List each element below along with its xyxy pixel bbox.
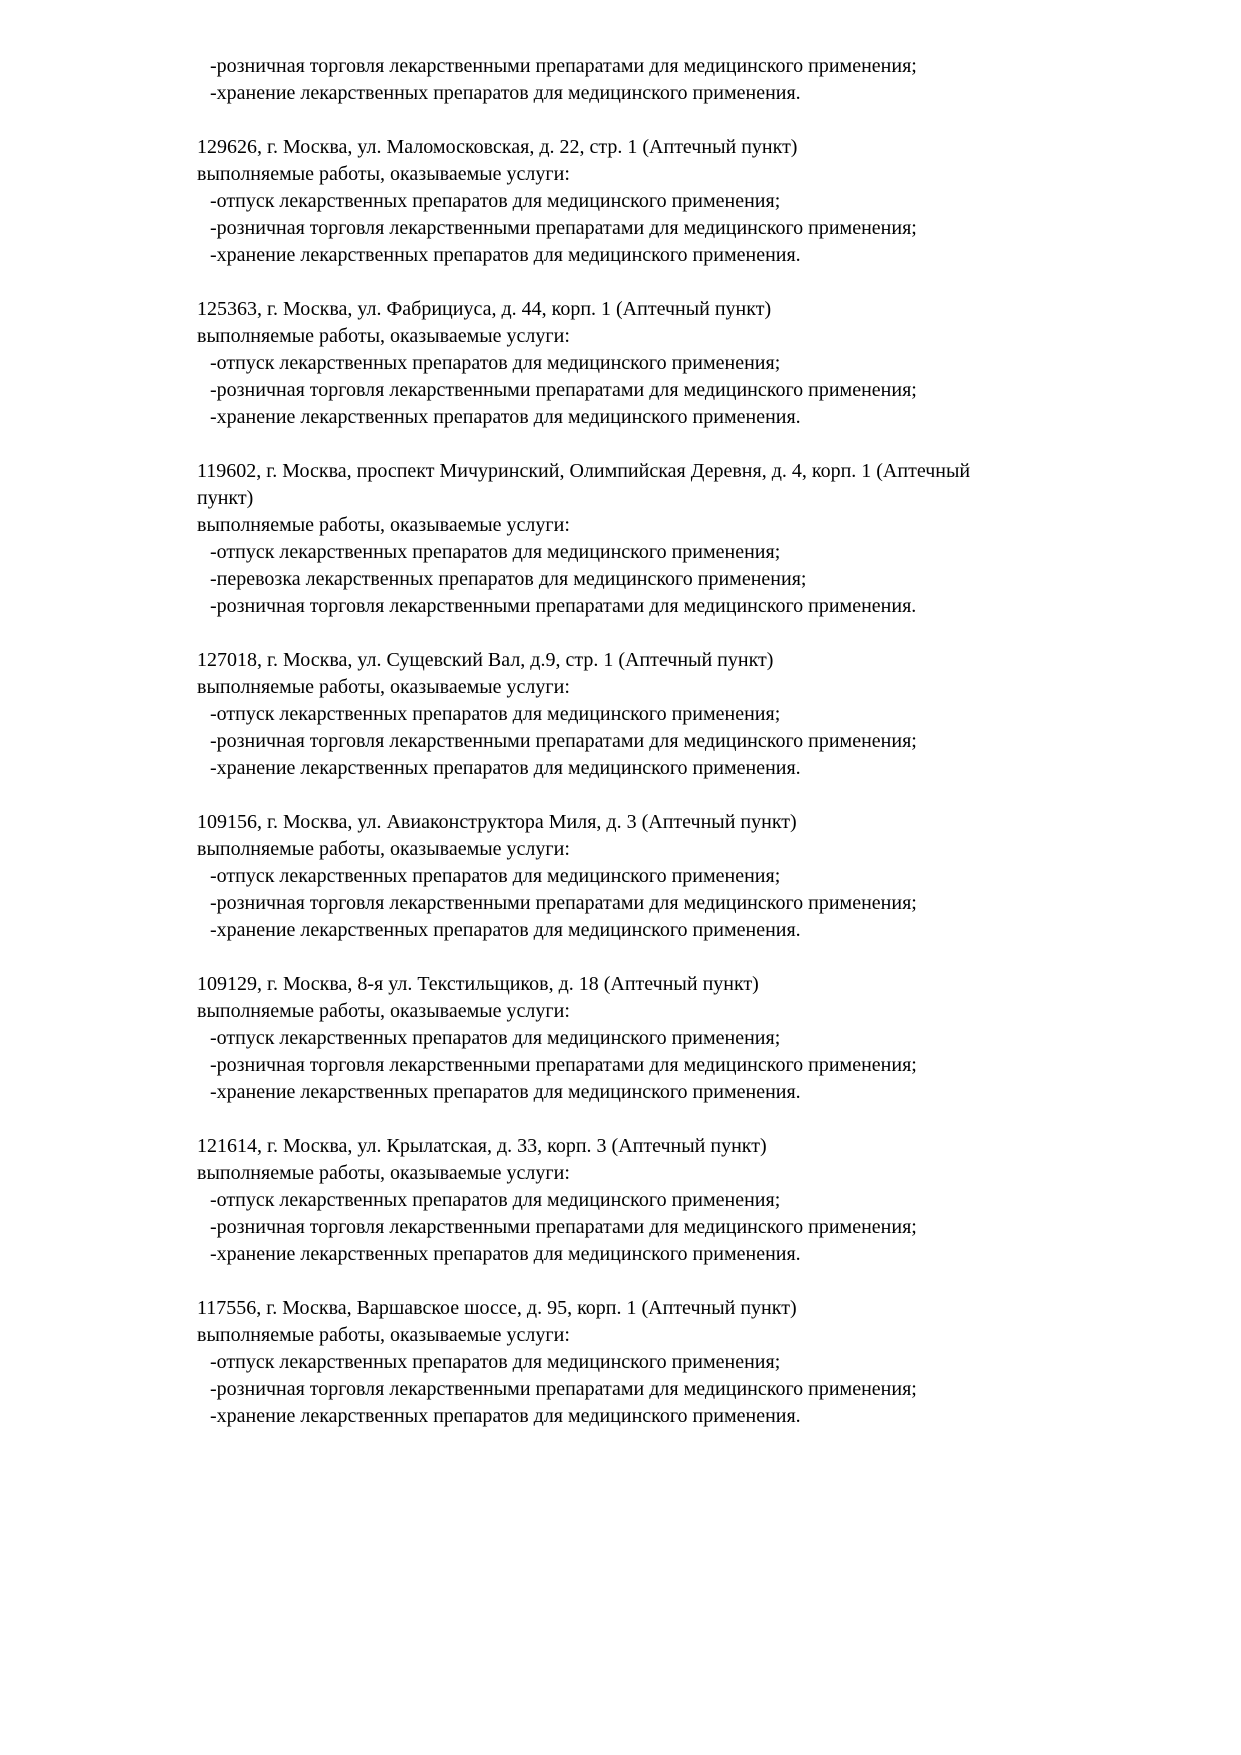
service-line: -перевозка лекарственных препаратов для медицинского применения;: [210, 568, 807, 590]
pharmacy-entry: [197, 458, 1016, 620]
entry-works-label: выполняемые работы, оказываемые услуги:: [197, 1162, 570, 1184]
service-line: -отпуск лекарственных препаратов для медицинского применения;: [210, 190, 781, 212]
service-line: -отпуск лекарственных препаратов для медицинского применения;: [210, 703, 781, 725]
service-line: -отпуск лекарственных препаратов для медицинского применения;: [210, 1027, 781, 1049]
pharmacy-entry: [197, 647, 1016, 782]
service-line: -хранение лекарственных препаратов для медицинского применения.: [210, 406, 801, 428]
service-line: -хранение лекарственных препаратов для медицинского применения.: [210, 757, 801, 779]
service-line: -розничная торговля лекарственными препаратами для медицинского применения;: [210, 730, 917, 752]
service-line: -хранение лекарственных препаратов для медицинского применения.: [210, 82, 801, 104]
pharmacy-entry: [197, 1133, 1016, 1268]
service-line: -розничная торговля лекарственными препаратами для медицинского применения;: [210, 379, 917, 401]
entry-address: 117556, г. Москва, Варшавское шоссе, д. 95, корп. 1 (Аптечный пункт): [197, 1297, 797, 1319]
pharmacy-entry: [197, 134, 1016, 269]
entry-address: 127018, г. Москва, ул. Сущевский Вал, д.9, стр. 1 (Аптечный пункт): [197, 649, 774, 671]
entry-address: 109129, г. Москва, 8-я ул. Текстильщиков, д. 18 (Аптечный пункт): [197, 973, 759, 995]
service-line: -хранение лекарственных препаратов для медицинского применения.: [210, 244, 801, 266]
entry-works-label: выполняемые работы, оказываемые услуги:: [197, 325, 570, 347]
entry-address: 121614, г. Москва, ул. Крылатская, д. 33, корп. 3 (Аптечный пункт): [197, 1135, 767, 1157]
entry-works-label: выполняемые работы, оказываемые услуги:: [197, 838, 570, 860]
service-line: -отпуск лекарственных препаратов для медицинского применения;: [210, 541, 781, 563]
pharmacy-entry: [197, 809, 1016, 944]
service-line: -отпуск лекарственных препаратов для медицинского применения;: [210, 352, 781, 374]
entry-address: 119602, г. Москва, проспект Мичуринский, Олимпийская Деревня, д. 4, корп. 1 (Аптечный пункт): [197, 460, 971, 509]
intro-block: [197, 53, 1016, 107]
service-line: -розничная торговля лекарственными препаратами для медицинского применения;: [210, 1216, 917, 1238]
entry-works-label: выполняемые работы, оказываемые услуги:: [197, 514, 570, 536]
service-line: -хранение лекарственных препаратов для медицинского применения.: [210, 1081, 801, 1103]
service-line: -хранение лекарственных препаратов для медицинского применения.: [210, 1405, 801, 1427]
entry-works-label: выполняемые работы, оказываемые услуги:: [197, 1324, 570, 1346]
service-line: -розничная торговля лекарственными препаратами для медицинского применения;: [210, 55, 917, 77]
entry-works-label: выполняемые работы, оказываемые услуги:: [197, 163, 570, 185]
pharmacy-entry: [197, 1295, 1016, 1430]
entry-works-label: выполняемые работы, оказываемые услуги:: [197, 676, 570, 698]
pharmacy-entry: [197, 296, 1016, 431]
entry-works-label: выполняемые работы, оказываемые услуги:: [197, 1000, 570, 1022]
service-line: -розничная торговля лекарственными препаратами для медицинского применения;: [210, 1054, 917, 1076]
service-line: -хранение лекарственных препаратов для медицинского применения.: [210, 919, 801, 941]
service-line: -розничная торговля лекарственными препаратами для медицинского применения;: [210, 217, 917, 239]
service-line: -розничная торговля лекарственными препаратами для медицинского применения;: [210, 1378, 917, 1400]
service-line: -розничная торговля лекарственными препаратами для медицинского применения;: [210, 892, 917, 914]
service-line: -отпуск лекарственных препаратов для медицинского применения;: [210, 1351, 781, 1373]
service-line: -розничная торговля лекарственными препаратами для медицинского применения.: [210, 595, 917, 617]
service-line: -отпуск лекарственных препаратов для медицинского применения;: [210, 865, 781, 887]
service-line: -отпуск лекарственных препаратов для медицинского применения;: [210, 1189, 781, 1211]
entry-address: 109156, г. Москва, ул. Авиаконструктора Миля, д. 3 (Аптечный пункт): [197, 811, 797, 833]
pharmacy-entry: [197, 971, 1016, 1106]
service-line: -хранение лекарственных препаратов для медицинского применения.: [210, 1243, 801, 1265]
entry-address: 129626, г. Москва, ул. Маломосковская, д. 22, стр. 1 (Аптечный пункт): [197, 136, 798, 158]
entry-address: 125363, г. Москва, ул. Фабрициуса, д. 44, корп. 1 (Аптечный пункт): [197, 298, 772, 320]
